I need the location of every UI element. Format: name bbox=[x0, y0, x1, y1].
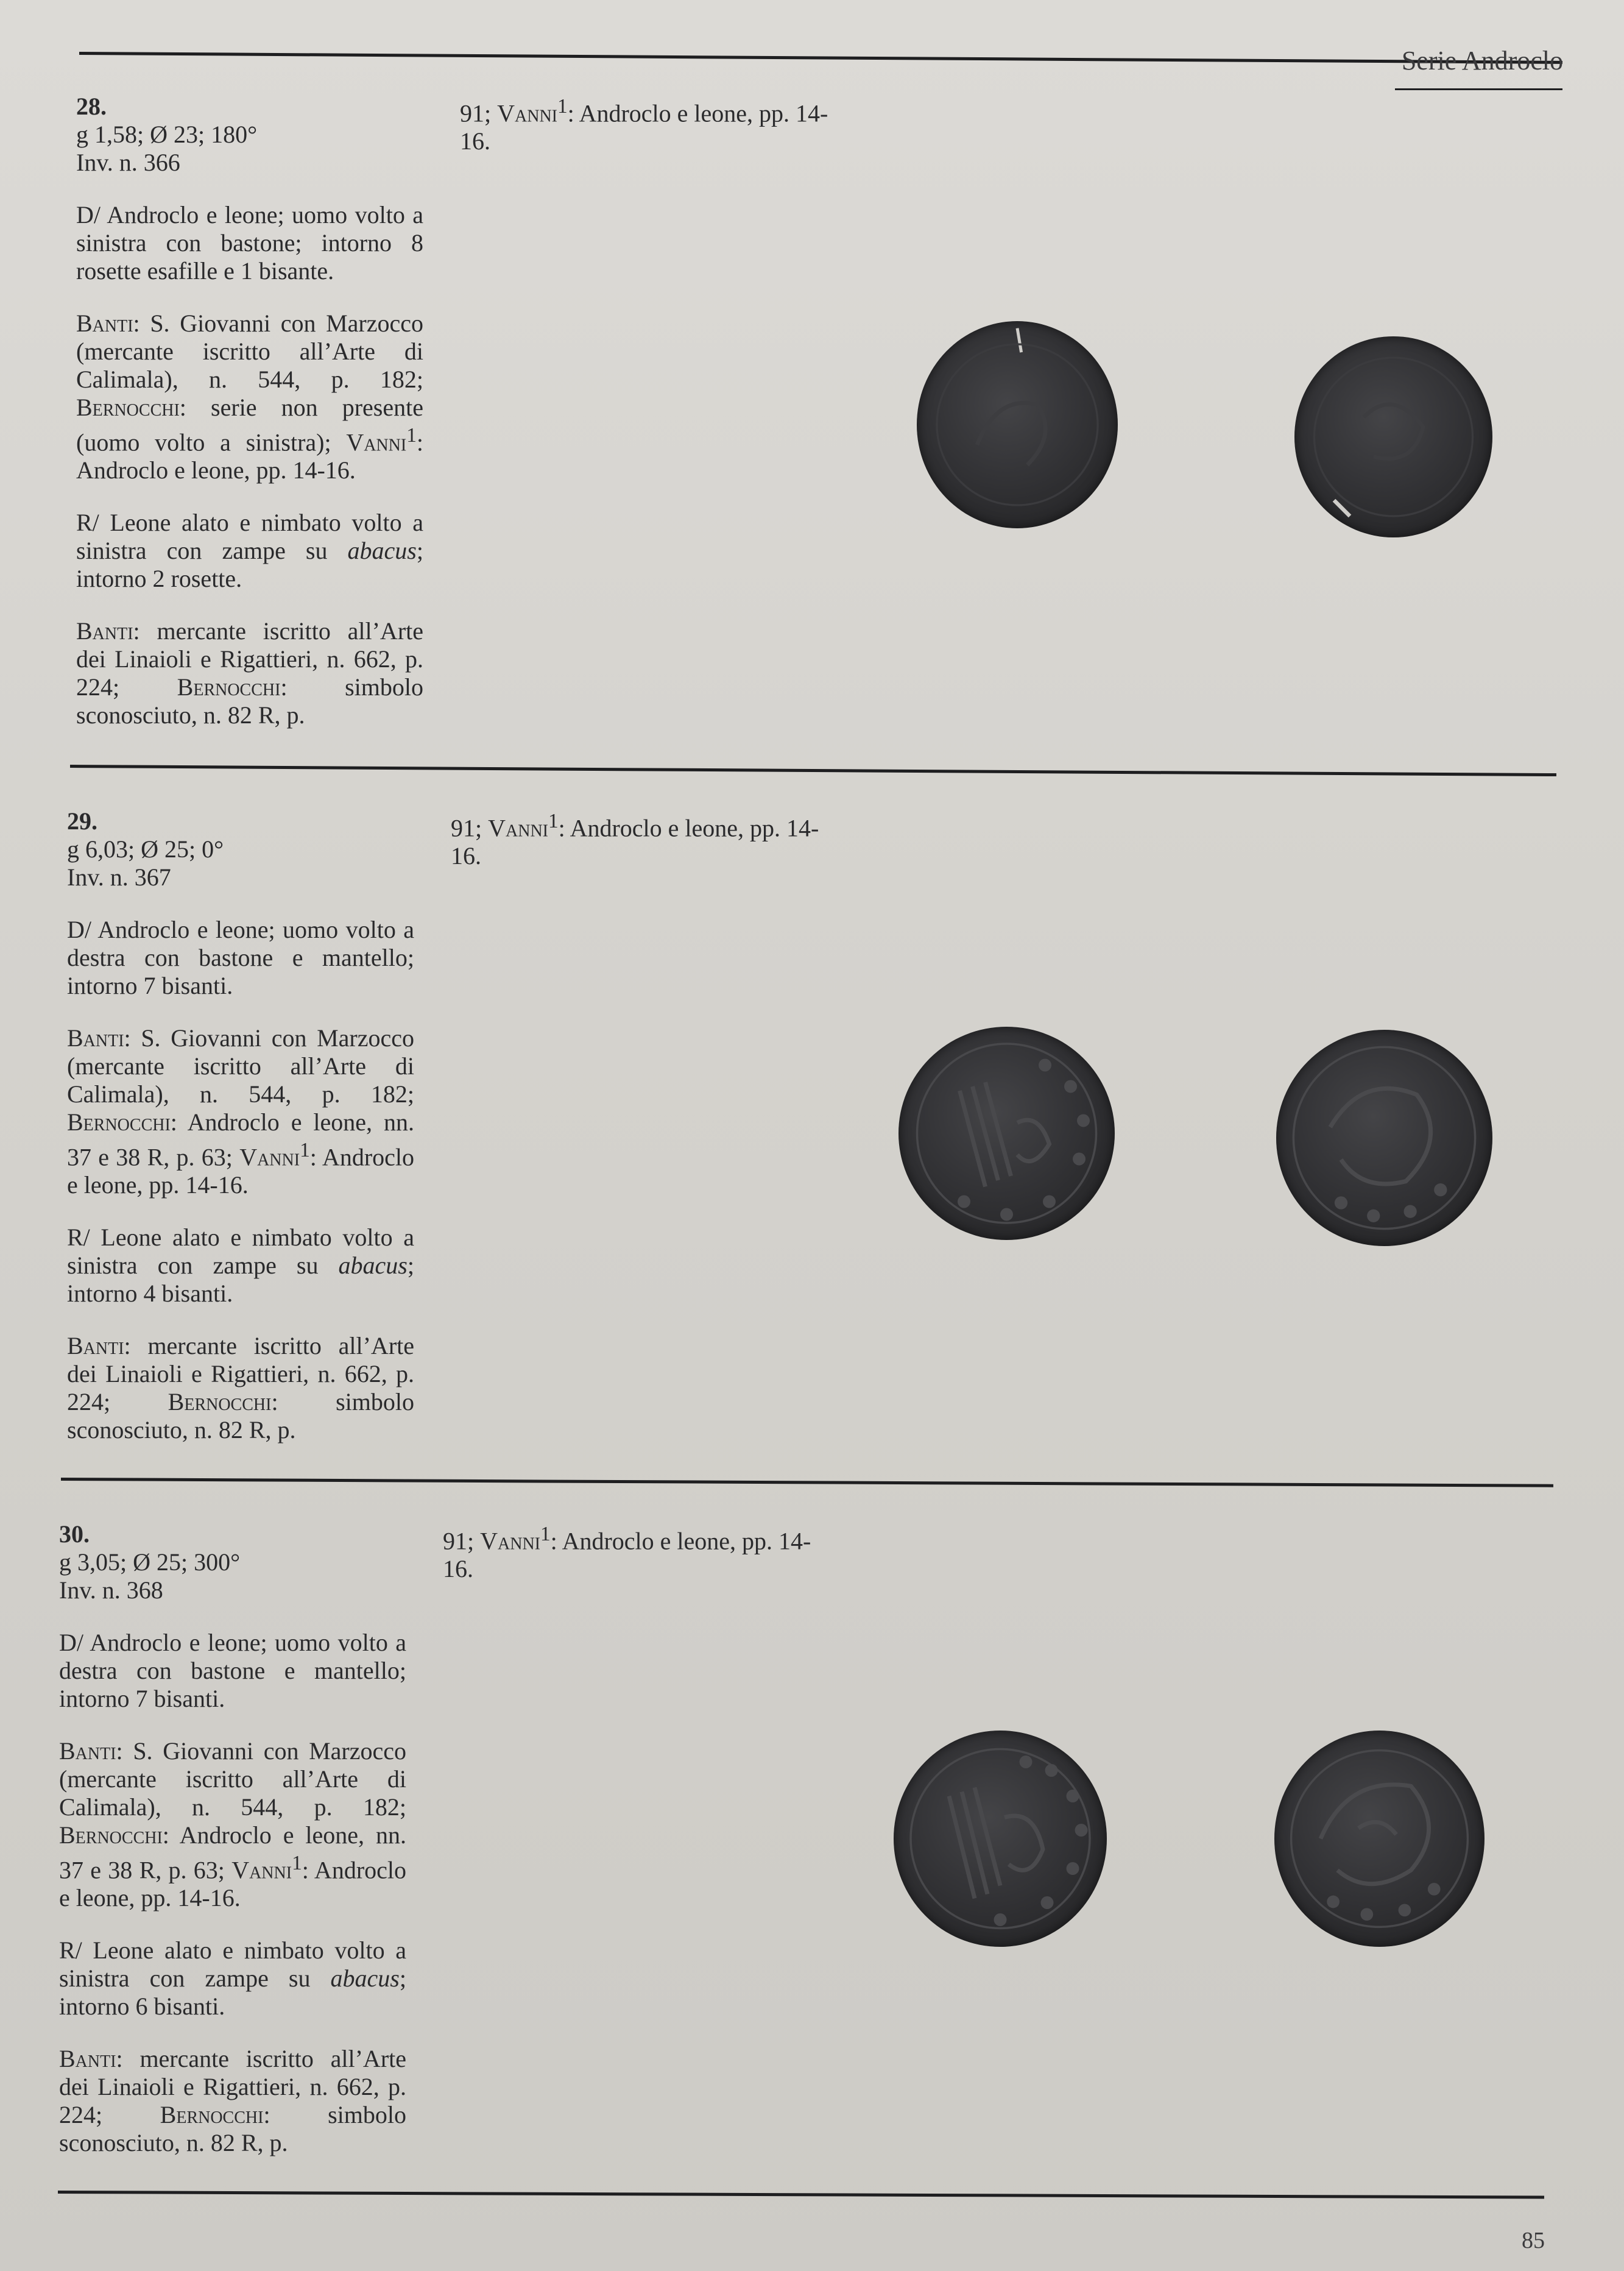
obverse-description: D/ Androclo e leone; uomo volto a destra con bastone e mantello; intorno 7 bisanti. bbox=[67, 916, 414, 999]
coin-obverse-image bbox=[894, 1731, 1107, 1947]
obverse-description: D/ Androclo e leone; uomo volto a sinistra con bastone; intorno 8 rosette esafille e 1 bisante. bbox=[76, 201, 423, 285]
coin-texture-icon bbox=[1274, 1731, 1485, 1947]
reverse-references: Banti: mercante iscritto all’Arte dei Linaioli e Rigattieri, n. 662, p. 224; Bernocchi: simbolo sconosciuto, n. 82 R, p. bbox=[59, 2045, 407, 2157]
running-header: Serie Androclo bbox=[1401, 46, 1563, 76]
coin-reverse-image bbox=[1276, 1030, 1492, 1246]
entry-description bbox=[59, 1520, 406, 2181]
coin-obverse-image bbox=[917, 321, 1118, 528]
reverse-references: Banti: mercante iscritto all’Arte dei Linaioli e Rigattieri, n. 662, p. 224; Bernocchi: simbolo sconosciuto, n. 82 R, p. bbox=[67, 1332, 415, 1444]
header-underline bbox=[1395, 88, 1562, 90]
entry-divider bbox=[61, 1478, 1553, 1487]
references-continuation: 91; Vanni$^1$: Androclo e leone, pp. 14-16. bbox=[451, 810, 819, 870]
references-continuation: 91; Vanni$^1$: Androclo e leone, pp. 14-16. bbox=[460, 95, 828, 155]
entry-number: 29. bbox=[67, 807, 97, 835]
entry-weight: g 6,03; Ø 25; 0° bbox=[67, 835, 224, 863]
entry-inventory: Inv. n. 368 bbox=[59, 1576, 163, 1604]
entry-divider bbox=[70, 765, 1556, 776]
references-continuation: 91; Vanni$^1$: Androclo e leone, pp. 14-16. bbox=[443, 1523, 811, 1583]
coin-texture-icon bbox=[898, 1027, 1115, 1240]
reverse-description: R/ Leone alato e nimbato volto a sinistra con zampe su abacus; intorno 6 bisanti. bbox=[59, 1936, 406, 2021]
entry-number: 30. bbox=[59, 1520, 90, 1548]
obverse-description: D/ Androclo e leone; uomo volto a destra con bastone e mantello; intorno 7 bisanti. bbox=[59, 1629, 406, 1712]
coin-obverse-image bbox=[898, 1027, 1115, 1240]
entry-description bbox=[76, 93, 423, 754]
entry-weight: g 3,05; Ø 25; 300° bbox=[59, 1548, 241, 1576]
entry-weight: g 1,58; Ø 23; 180° bbox=[76, 121, 258, 148]
coin-texture-icon bbox=[1276, 1030, 1492, 1246]
header-rule bbox=[79, 52, 1562, 64]
entry-description bbox=[67, 807, 414, 1469]
reverse-references: Banti: mercante iscritto all’Arte dei Linaioli e Rigattieri, n. 662, p. 224; Bernocchi: simbolo sconosciuto, n. 82 R, p. bbox=[76, 617, 424, 729]
obverse-references: Banti: S. Giovanni con Marzocco (mercante iscritto all’Arte di Calimala), n. 544, p. 182; Bernocchi: serie non presente (uomo volto a sinistra); Vanni$^1$: Androclo e leone, pp. 14-16. bbox=[76, 310, 423, 484]
entry-inventory: Inv. n. 366 bbox=[76, 149, 180, 176]
obverse-references: Banti: S. Giovanni con Marzocco (mercante iscritto all’Arte di Calimala), n. 544, p. 182; Bernocchi: Androclo e leone, nn. 37 e 38 R, p. 63; Vanni$^1$: Androclo e leone, pp. 14-16. bbox=[59, 1737, 407, 1912]
entry-number: 28. bbox=[76, 93, 107, 120]
coin-reverse-image bbox=[1274, 1731, 1485, 1947]
coin-texture-icon bbox=[1294, 336, 1492, 537]
coin-texture-icon bbox=[917, 321, 1118, 528]
reverse-description: R/ Leone alato e nimbato volto a sinistra con zampe su abacus; intorno 4 bisanti. bbox=[67, 1224, 414, 1308]
coin-reverse-image bbox=[1294, 336, 1492, 537]
obverse-references: Banti: S. Giovanni con Marzocco (mercante iscritto all’Arte di Calimala), n. 544, p. 182; Bernocchi: Androclo e leone, nn. 37 e 38 R, p. 63; Vanni$^1$: Androclo e leone, pp. 14-16. bbox=[67, 1024, 415, 1199]
reverse-description: R/ Leone alato e nimbato volto a sinistra con zampe su abacus; intorno 2 rosette. bbox=[76, 509, 423, 593]
entry-divider bbox=[58, 2191, 1544, 2199]
entry-inventory: Inv. n. 367 bbox=[67, 863, 171, 891]
page-number: 85 bbox=[1522, 2228, 1545, 2253]
coin-texture-icon bbox=[894, 1731, 1107, 1947]
